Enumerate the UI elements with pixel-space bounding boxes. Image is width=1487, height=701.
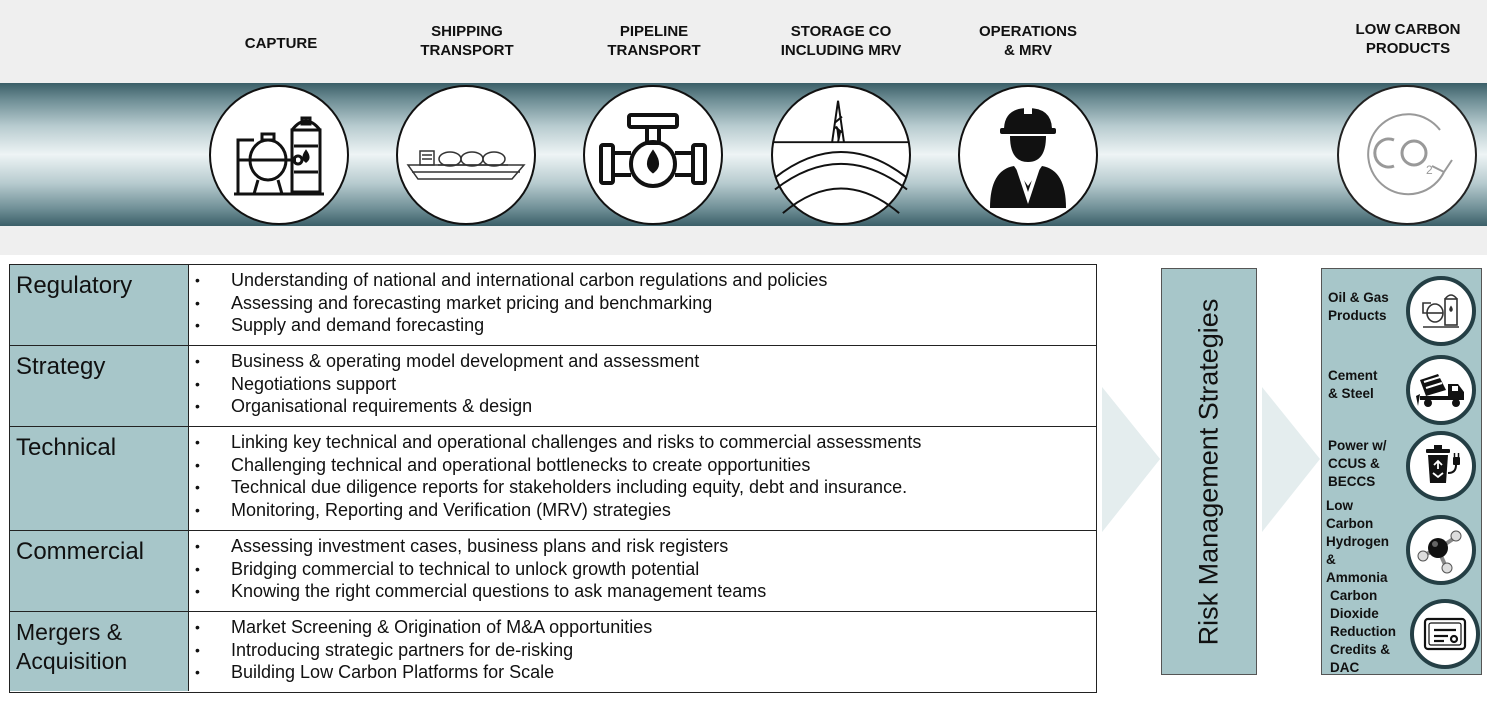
list-item: • Monitoring, Reporting and Verification (MRV) strategies [195,499,671,520]
list-item: • Assessing and forecasting market pricing and benchmarking [195,292,713,313]
storage-rig-icon [773,86,909,224]
list-item: • Introducing strategic partners for de-risking [195,639,574,660]
list-item: • Market Screening & Origination of M&A opportunities [195,617,653,637]
oil-gas-product [1406,276,1476,346]
operations-stage [958,85,1098,225]
list-item: • Organisational requirements & design [195,396,533,417]
list-item: • Negotiations support [195,373,397,394]
pipeline-valve-icon [593,105,713,205]
co2-cycle-icon [1352,100,1462,210]
risk-management-label: Risk Management Strategies [1193,298,1224,645]
list-item: • Linking key technical and operational challenges and risks to commercial assessments [195,432,922,452]
certificate-icon [1422,616,1468,652]
list-item: • Supply and demand forecasting [195,315,485,336]
product-label-carbon-credits: Carbon Dioxide Reduction Credits & DAC [1330,588,1396,675]
product-label-power: Power w/ CCUS & BECCS [1328,438,1387,489]
product-label-oil-gas: Oil & Gas Products [1328,290,1389,323]
list-item: • Understanding of national and international carbon regulations and policies [195,270,828,290]
recycle-bin-plug-icon [1418,443,1464,489]
shipping-stage [396,85,536,225]
table-row [10,265,1096,346]
category-regulatory: Regulatory [10,265,189,345]
molecule-icon [1416,525,1466,575]
list-item: • Building Low Carbon Platforms for Scale [195,662,555,683]
svg-text:2: 2 [1426,163,1433,177]
category-mergers-acquisition: Mergers & Acquisition [10,612,189,691]
hydrogen-ammonia-product [1406,515,1476,585]
stage-label-capture: CAPTURE [244,35,318,52]
low-carbon-stage [1337,85,1477,225]
strategy-list [189,346,1096,426]
list-item: • Technical due diligence reports for stakeholders including equity, debt and insurance. [195,477,908,498]
product-label-cement-steel: Cement & Steel [1328,368,1378,401]
technical-list [189,427,1096,530]
stage-label-pipeline: PIPELINE TRANSPORT [607,23,701,59]
table-row [10,612,1096,691]
list-item: • Bridging commercial to technical to unlock growth potential [195,558,700,579]
product-label-hydrogen: Low Carbon Hydrogen & Ammonia [1326,498,1390,585]
capture-stage [209,85,349,225]
category-commercial: Commercial [10,531,189,611]
stage-label-low-carbon: LOW CARBON PRODUCTS [1355,21,1461,57]
services-table [9,264,1097,693]
category-strategy: Strategy [10,346,189,426]
list-item: • Challenging technical and operational bottlenecks to create opportunities [195,454,811,475]
stage-label-storage: STORAGE CO INCLUDING MRV [780,23,902,59]
capture-plant-icon [224,100,334,210]
table-row [10,531,1096,612]
mergers-list [189,612,1096,691]
stage-label-shipping: SHIPPING TRANSPORT [420,23,514,59]
list-item: • Assessing investment cases, business plans and risk registers [195,536,729,556]
products-panel [1321,268,1482,675]
cement-truck-icon [1416,370,1466,410]
chevron-right-icon [1262,387,1320,532]
pipeline-stage [583,85,723,225]
power-ccus-product [1406,431,1476,501]
carbon-credits-product [1410,599,1480,669]
storage-stage [771,85,911,225]
ship-icon [404,125,528,185]
table-row [10,346,1096,427]
list-item: • Business & operating model development and assessment [195,351,700,371]
worker-icon [980,100,1076,210]
commercial-list [189,531,1096,611]
refinery-icon [1419,289,1463,333]
risk-management-bar [1161,268,1257,675]
table-row [10,427,1096,531]
regulatory-list [189,265,1096,345]
cement-steel-product [1406,355,1476,425]
category-technical: Technical [10,427,189,530]
chevron-right-icon [1102,387,1160,532]
list-item: • Knowing the right commercial questions to ask management teams [195,581,767,602]
stage-label-operations: OPERATIONS & MRV [978,23,1078,59]
